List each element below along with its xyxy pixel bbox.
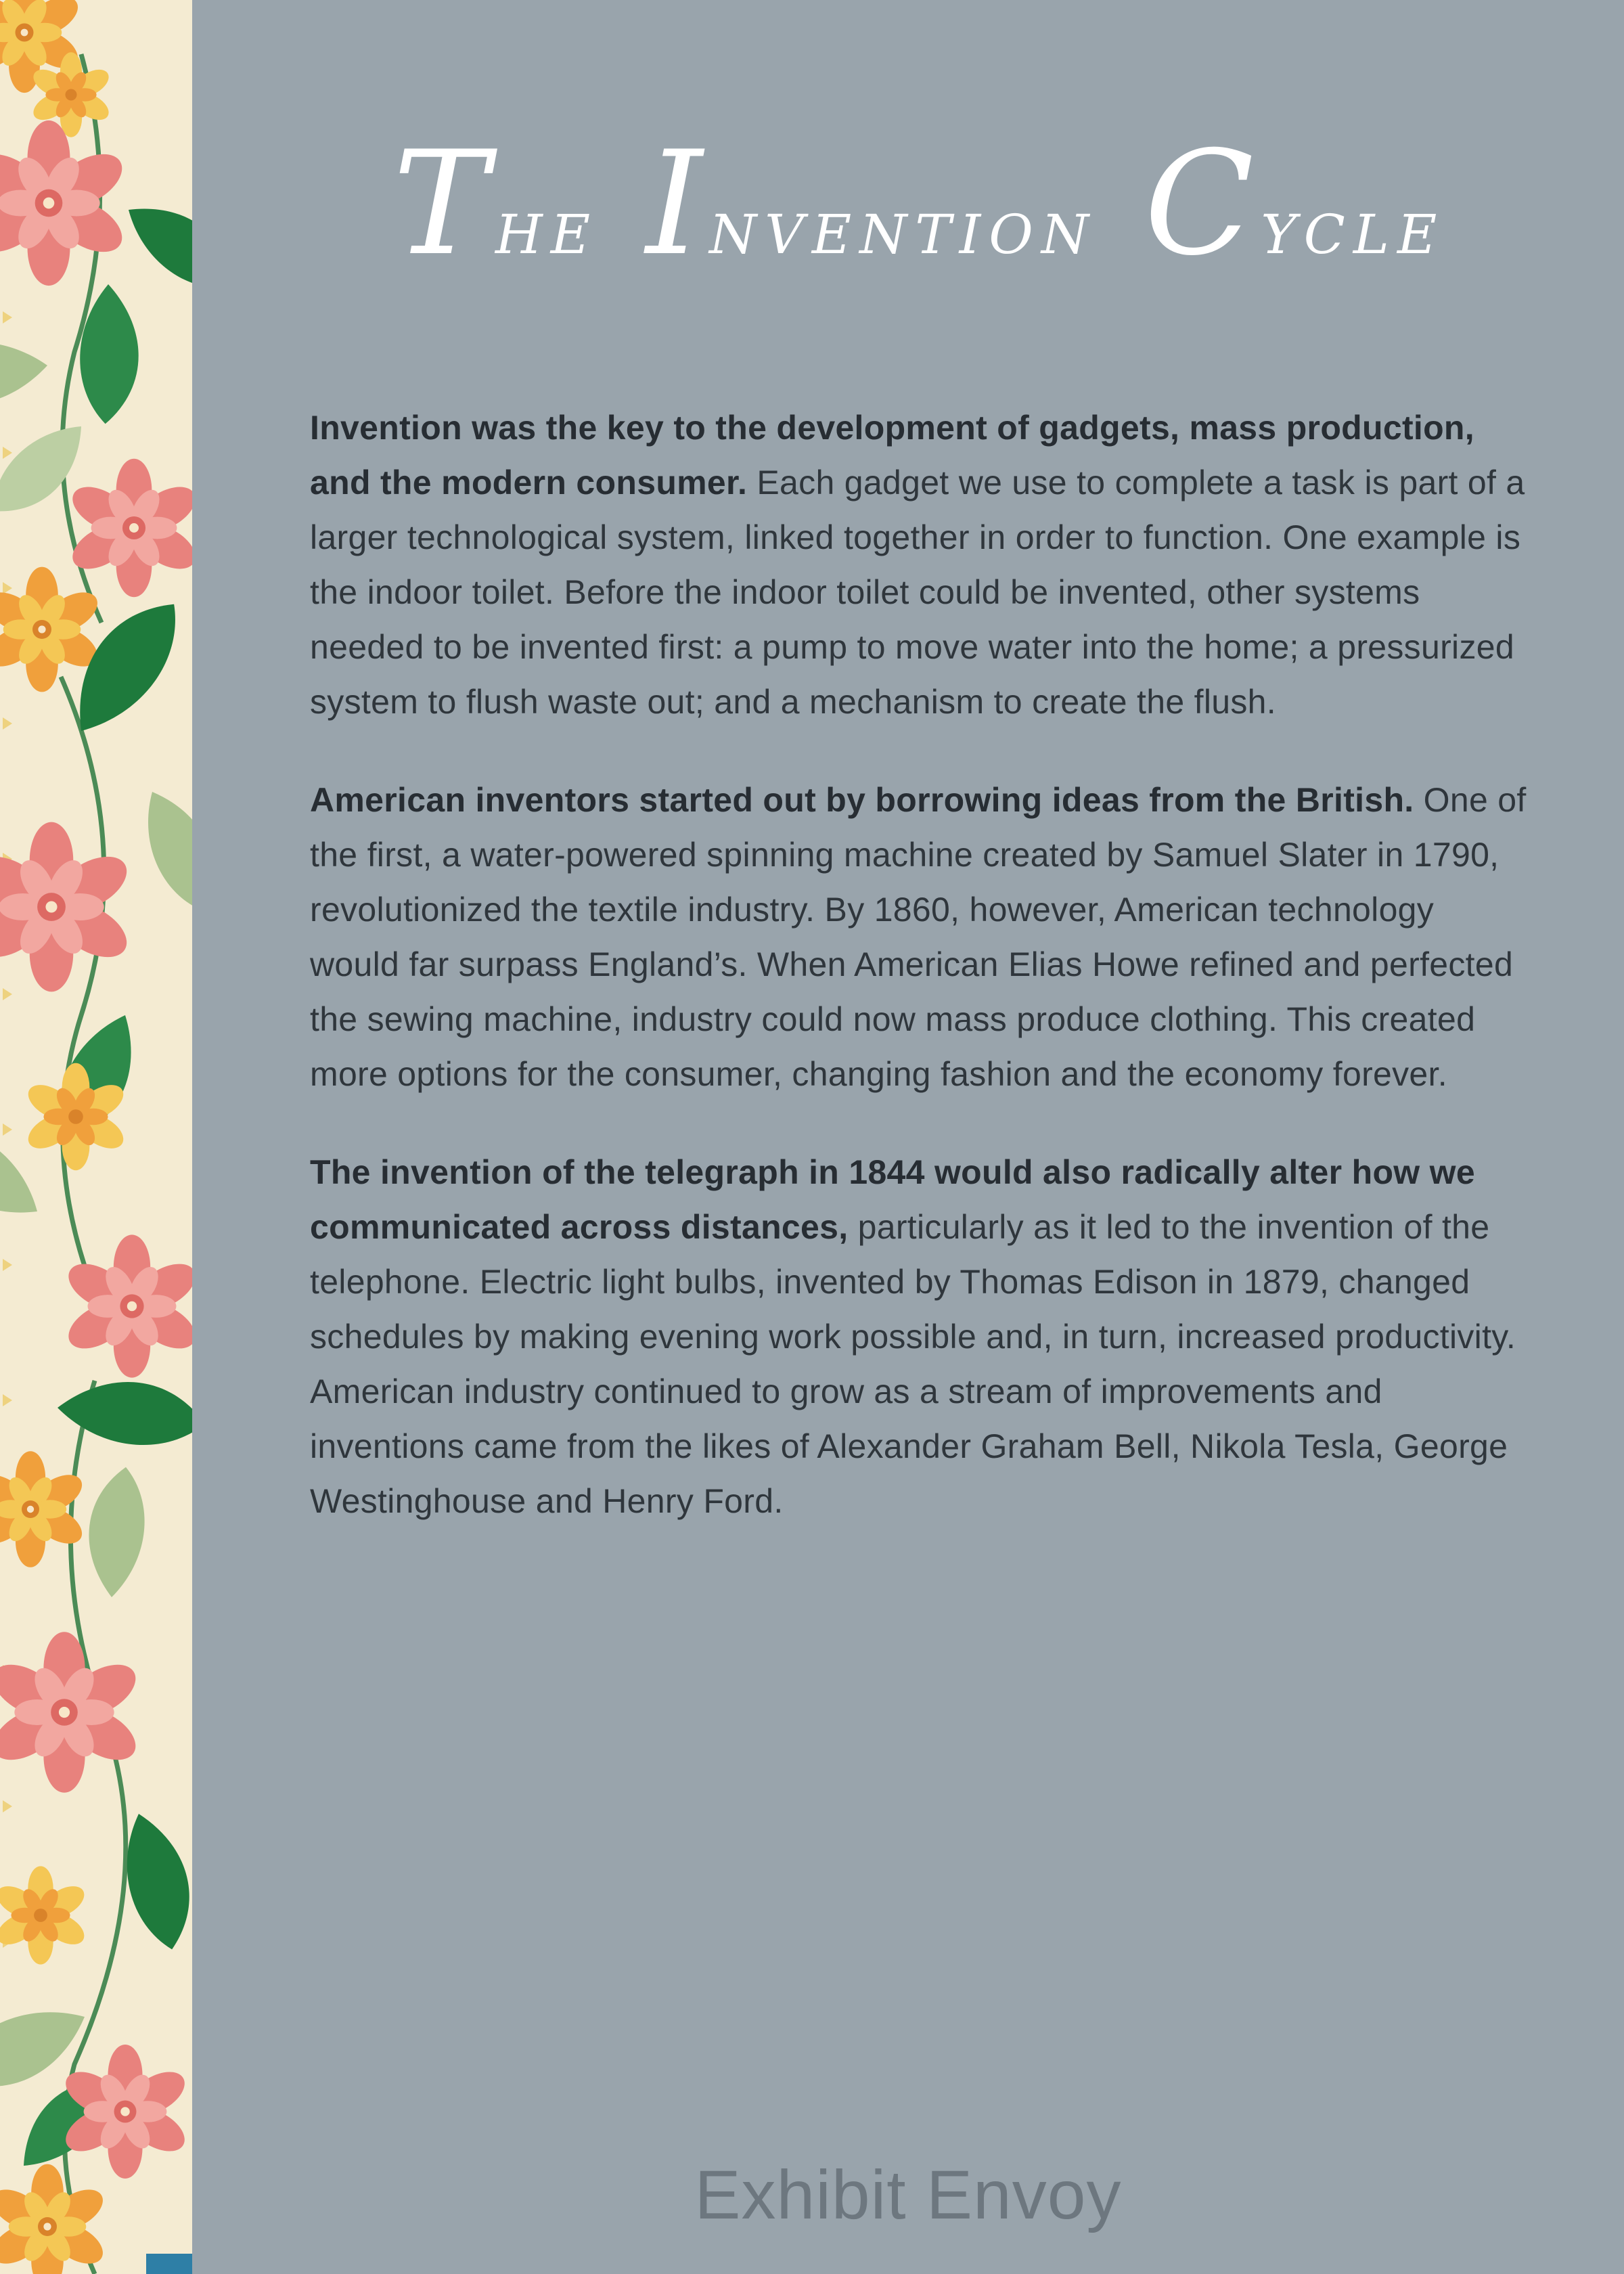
title-word-cycle bbox=[1144, 120, 1445, 287]
title-rest-he: HE bbox=[495, 203, 599, 266]
paragraph-1-body: Each gadget we use to complete a task is part of a larger technological system, linked together in order to function. One example is the indoor toilet. Before the indoor toilet could be invented, other systems needed to be invented first: a pump to move water into the home; a pressurized system to flush waste out; and a mechanism to create the flush. bbox=[310, 464, 1525, 721]
floral-pattern-graphic bbox=[0, 0, 192, 2274]
panel-content bbox=[192, 0, 1624, 2274]
title-initial-c: C bbox=[1144, 120, 1256, 287]
title-rest-ycle: YCLE bbox=[1261, 203, 1445, 266]
title-word-invention bbox=[646, 120, 1097, 287]
paragraph-1-lead: Invention was the key to the development of gadgets, mass production, and the modern consumer. bbox=[310, 409, 1474, 501]
paragraph-american-inventors bbox=[310, 773, 1528, 1102]
floral-border bbox=[0, 0, 192, 2274]
paragraph-2-body: One of the first, a water-powered spinning machine created by Samuel Slater in 1790, revolutionized the textile industry. By 1860, however, American technology would far surpass England’s. When American Elias Howe refined and perfected the sewing machine, industry could now mass produce clothing. This created more options for the consumer, changing fashion and the economy forever. bbox=[310, 781, 1527, 1093]
paragraph-3-body: particularly as it led to the invention of the telephone. Electric light bulbs, invented by Thomas Edison in 1879, changed schedules by making evening work possible and, in turn, increased productivity. American industry continued to grow as a stream of improvements and inventions came from the likes of Alexander Graham Bell, Nikola Tesla, George Westinghouse and Henry Ford. bbox=[310, 1208, 1516, 1520]
title-rest-nvention: NVENTION bbox=[709, 203, 1097, 266]
paragraph-invention-key bbox=[310, 401, 1528, 730]
title-initial-i: I bbox=[646, 120, 704, 287]
paragraph-2-lead: American inventors started out by borrowing ideas from the British. bbox=[310, 781, 1414, 819]
page-title bbox=[310, 120, 1528, 287]
title-word-the bbox=[392, 120, 599, 287]
title-initial-t: T bbox=[392, 120, 491, 287]
paragraph-telegraph bbox=[310, 1145, 1528, 1529]
corner-accent bbox=[146, 2254, 192, 2274]
paragraph-3-lead: The invention of the telegraph in 1844 would also radically alter how we communicated across distances, bbox=[310, 1153, 1475, 1246]
footer-credit: Exhibit Envoy bbox=[694, 2156, 1122, 2233]
